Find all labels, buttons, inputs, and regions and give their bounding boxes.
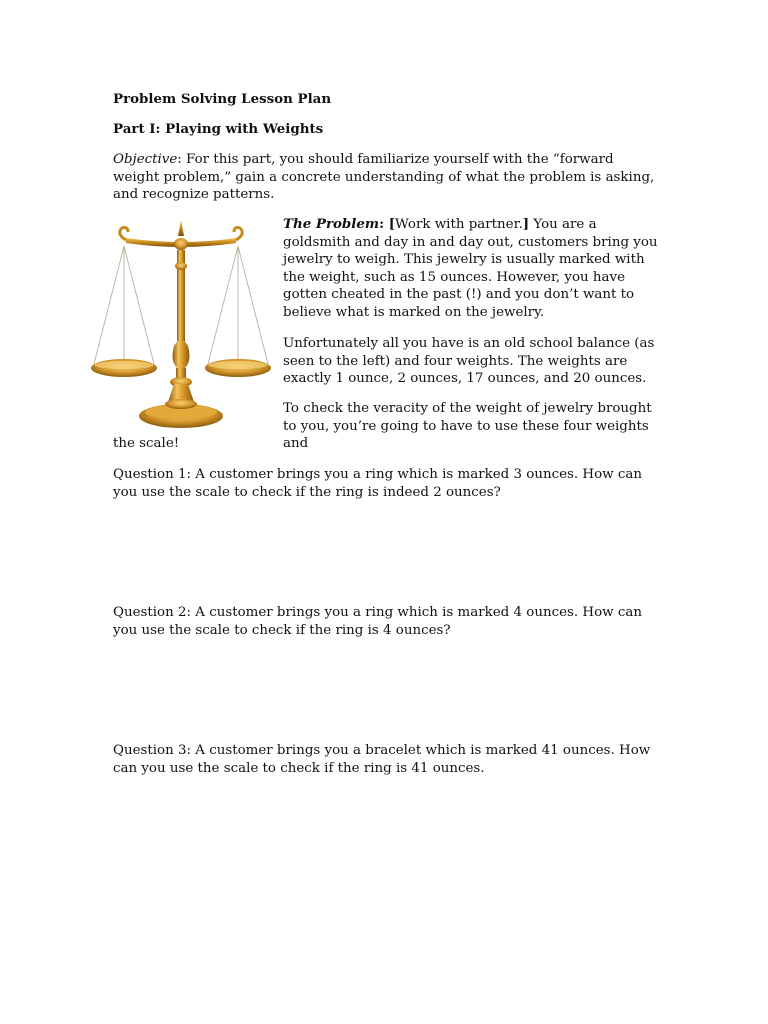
balance-scale-icon (88, 216, 274, 436)
objective-paragraph (113, 151, 658, 204)
objective-text: : For this part, you should familiarize yourself with the “forward weight problem,” gain a concrete understanding of what the problem is asking, and recognize patterns. (113, 152, 655, 203)
problem-colon: : (379, 216, 389, 232)
question-3: Question 3: A customer brings you a bracelet which is marked 41 ounces. How can you use the scale to check if the ring is 41 ounces. (113, 743, 651, 776)
objective-label: Objective (113, 152, 178, 167)
problem-text: You are a goldsmith and day in and day out, customers bring you jewelry to weigh. This jewelry is usually marked with the weight, such as 15 ounces. However, you have gotten cheated in the past (!) and you don’t want to believe what is marked on the jewelry. (283, 217, 658, 320)
check-paragraph-line-a: To check the veracity of the weight of jewelry brought to you, you’re going to have to use these four weights and (283, 401, 652, 452)
question-1: Question 1: A customer brings you a ring which is marked 3 ounces. How can you use the scale to check if the ring is indeed 2 ounces? (113, 467, 642, 500)
bracket-open: [ (388, 216, 396, 232)
question-2: Question 2: A customer brings you a ring which is marked 4 ounces. How can you use the scale to check if the ring is 4 ounces? (113, 605, 642, 638)
partner-instruction: Work with partner. (395, 217, 523, 232)
balance-paragraph: Unfortunately all you have is an old school balance (as seen to the left) and four weights. The weights are exactly 1 ounce, 2 ounces, 17 ounces, and 20 ounces. (283, 336, 655, 387)
bracket-close: ] (522, 216, 530, 232)
check-paragraph-line-b: the scale! (113, 436, 180, 451)
problem-paragraph (283, 216, 658, 322)
problem-label: The Problem (283, 216, 380, 232)
document-title: Problem Solving Lesson Plan (113, 91, 332, 107)
part-heading: Part I: Playing with Weights (113, 121, 324, 137)
